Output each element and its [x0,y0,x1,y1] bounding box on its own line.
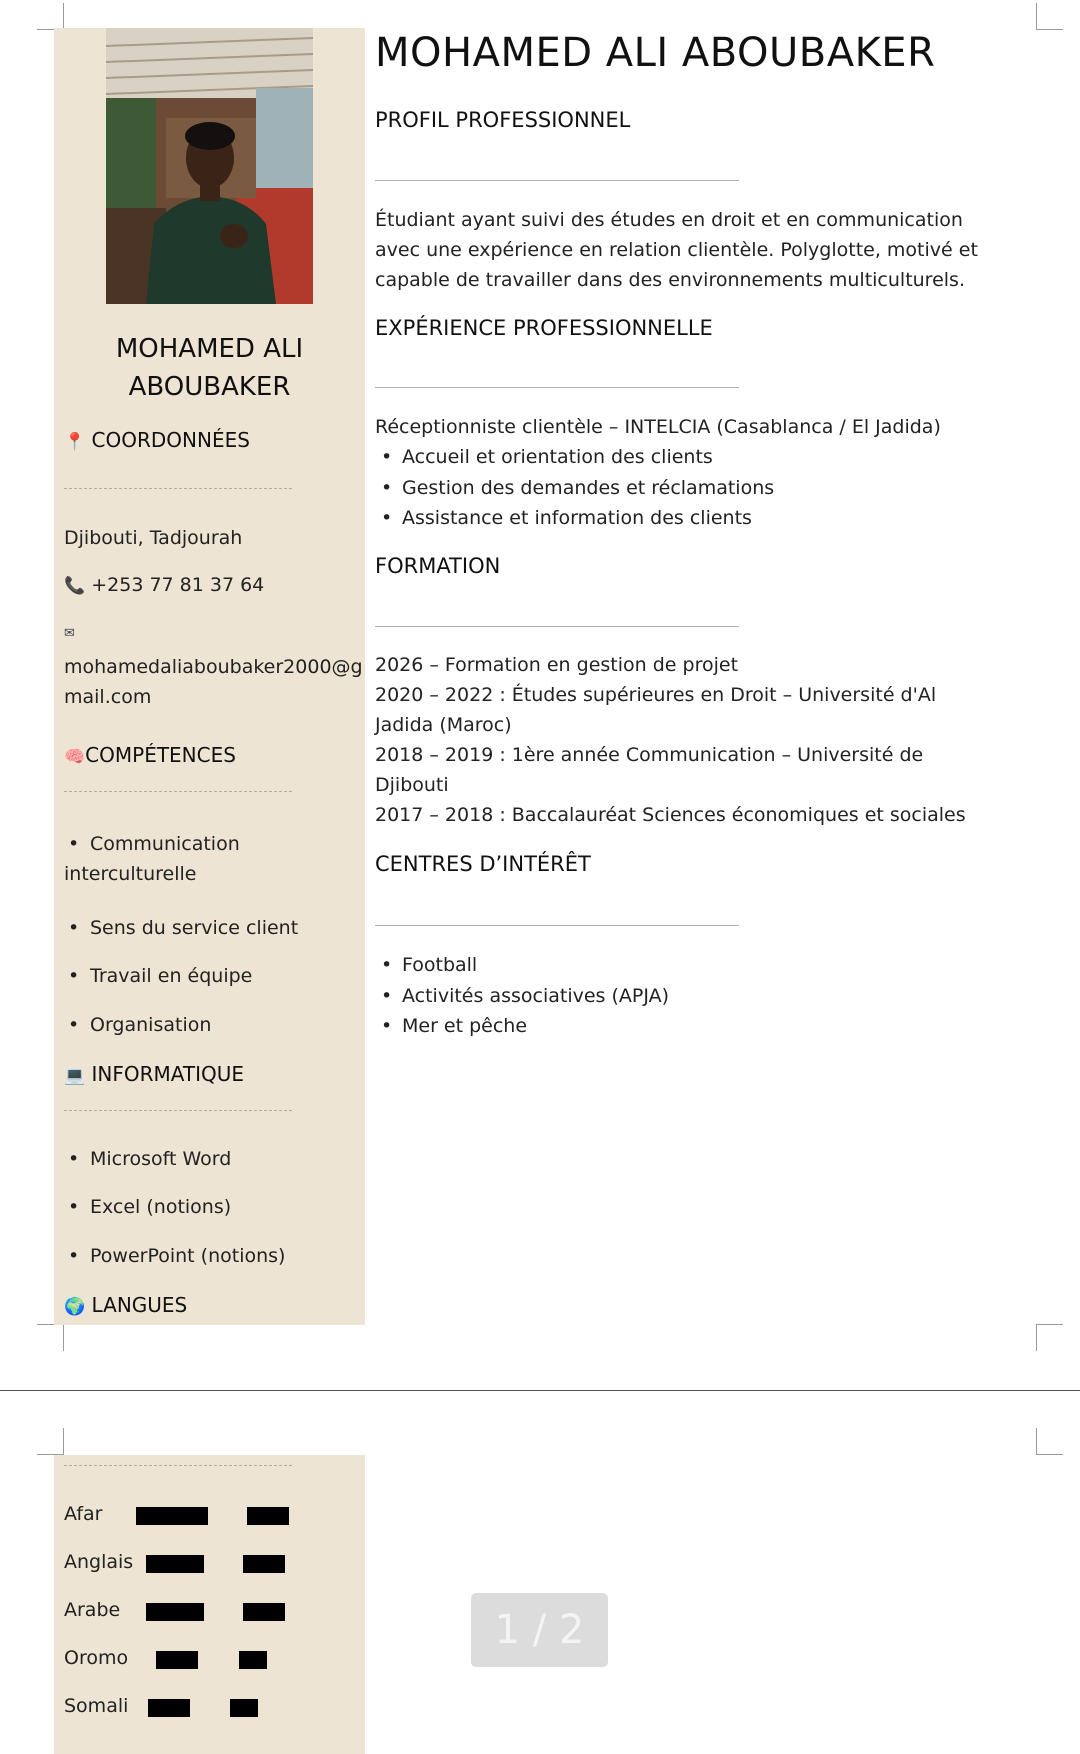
profile-text [375,205,978,295]
sidebar-name-line2: ABOUBAKER [128,372,291,402]
page-indicator: 1 / 2 [471,1593,608,1667]
page-separator [0,1390,1080,1391]
it-item-label: Microsoft Word [90,1148,232,1170]
email-line1: mohamedaliaboubaker2000@g [64,656,363,678]
experience-item: • Assistance et information des clients [380,503,774,534]
skill-item-label: Communication [90,833,240,855]
it-item: • Microsoft Word [68,1148,232,1170]
language-name: Somali [64,1695,129,1717]
language-level-bar [146,1603,204,1621]
education-line: Jadida (Maroc) [375,714,512,736]
skill-item-label: Organisation [90,1014,212,1036]
experience-item: • Accueil et orientation des clients [380,442,774,473]
languages-divider [64,1465,292,1466]
it-item: • Excel (notions) [68,1196,232,1218]
education-section-title: FORMATION [375,554,501,578]
language-name: Afar [64,1503,103,1525]
laptop-icon: 💻 [64,1066,86,1086]
education-text [375,650,966,830]
interests-divider [375,925,739,926]
experience-list [380,442,774,534]
skill-item: • Travail en équipe [68,965,253,987]
language-level-bar [148,1699,190,1717]
sidebar-name [54,330,365,406]
job-title: Réceptionniste clientèle – INTELCIA (Casablanca / El Jadida) [375,416,941,438]
crop-mark-top-right [1036,3,1063,30]
skill-item: • Organisation [68,1014,212,1036]
language-level-bar [156,1651,198,1669]
it-item-label: PowerPoint (notions) [90,1245,286,1267]
phone-icon: 📞 [64,576,86,596]
profile-photo [106,28,313,304]
language-level-bar [146,1555,204,1573]
it-title: INFORMATIQUE [91,1062,245,1086]
profile-line: capable de travailler dans des environnements multiculturels. [375,269,965,291]
education-line: 2020 – 2022 : Études supérieures en Droit – Université d'Al [375,684,937,706]
education-line: 2017 – 2018 : Baccalauréat Sciences économiques et sociales [375,804,966,826]
profile-line: Étudiant ayant suivi des études en droit et en communication [375,209,963,231]
skills-heading [64,743,236,767]
language-name: Oromo [64,1647,129,1669]
contact-title: COORDONNÉES [91,428,250,452]
skill-item-label: Travail en équipe [90,965,253,987]
contact-divider [64,488,292,489]
languages-title: LANGUES [91,1293,188,1317]
globe-icon: 🌍 [64,1297,86,1317]
crop-mark-bottom-right [1036,1324,1063,1351]
it-item: • PowerPoint (notions) [68,1245,286,1267]
it-divider [64,1110,292,1111]
language-level-bar [239,1651,267,1669]
language-level-bar [247,1507,289,1525]
profile-divider [375,180,739,181]
crop-mark-top-left [37,1428,64,1455]
skill-item: • Sens du service client [68,917,299,939]
language-name: Arabe [64,1599,121,1621]
interest-item: • Mer et pêche [380,1011,669,1042]
education-line: Djibouti [375,774,449,796]
interests-section-title: CENTRES D’INTÉRÊT [375,852,591,876]
language-name: Anglais [64,1551,134,1573]
education-line: 2026 – Formation en gestion de projet [375,654,739,676]
language-level-bar [243,1603,285,1621]
crop-mark-top-left [37,3,64,30]
main-name-title: MOHAMED ALI ABOUBAKER [375,30,936,76]
phone-number[interactable]: +253 77 81 37 64 [91,574,265,596]
crop-mark-top-right [1036,1428,1063,1455]
email-line2: mail.com [64,686,152,708]
sidebar [54,28,365,1325]
brain-icon: 🧠 [64,747,86,767]
languages-heading [64,1293,187,1317]
profile-line: avec une expérience en relation clientèle. Polyglotte, motivé et [375,239,978,261]
language-level-bar [230,1699,258,1717]
education-divider [375,626,739,627]
experience-section-title: EXPÉRIENCE PROFESSIONNELLE [375,316,713,340]
skill-item-label: Sens du service client [90,917,299,939]
experience-divider [375,387,739,388]
interest-item: • Football [380,950,669,981]
skills-title: COMPÉTENCES [85,743,236,767]
sidebar-page2 [54,1455,365,1754]
education-line: 2018 – 2019 : 1ère année Communication – Université de [375,744,924,766]
it-item-label: Excel (notions) [90,1196,232,1218]
interests-list [380,950,669,1042]
location-pin-icon: 📍 [64,432,86,452]
email-icon: ✉ [64,626,75,641]
language-level-bar [243,1555,285,1573]
skill-item-label-cont: interculturelle [64,863,197,885]
contact-heading [64,428,250,452]
email-address[interactable] [64,652,363,712]
sidebar-name-line1: MOHAMED ALI [115,334,304,364]
phone-row [64,574,264,596]
interest-item: • Activités associatives (APJA) [380,981,669,1012]
crop-mark-bottom-left [37,1324,64,1351]
experience-item: • Gestion des demandes et réclamations [380,473,774,504]
skill-item: • Communication interculturelle [64,829,240,889]
it-heading [64,1062,244,1086]
location-text: Djibouti, Tadjourah [64,527,243,549]
profile-section-title: PROFIL PROFESSIONNEL [375,108,631,132]
language-level-bar [136,1507,208,1525]
skills-divider [64,791,292,792]
